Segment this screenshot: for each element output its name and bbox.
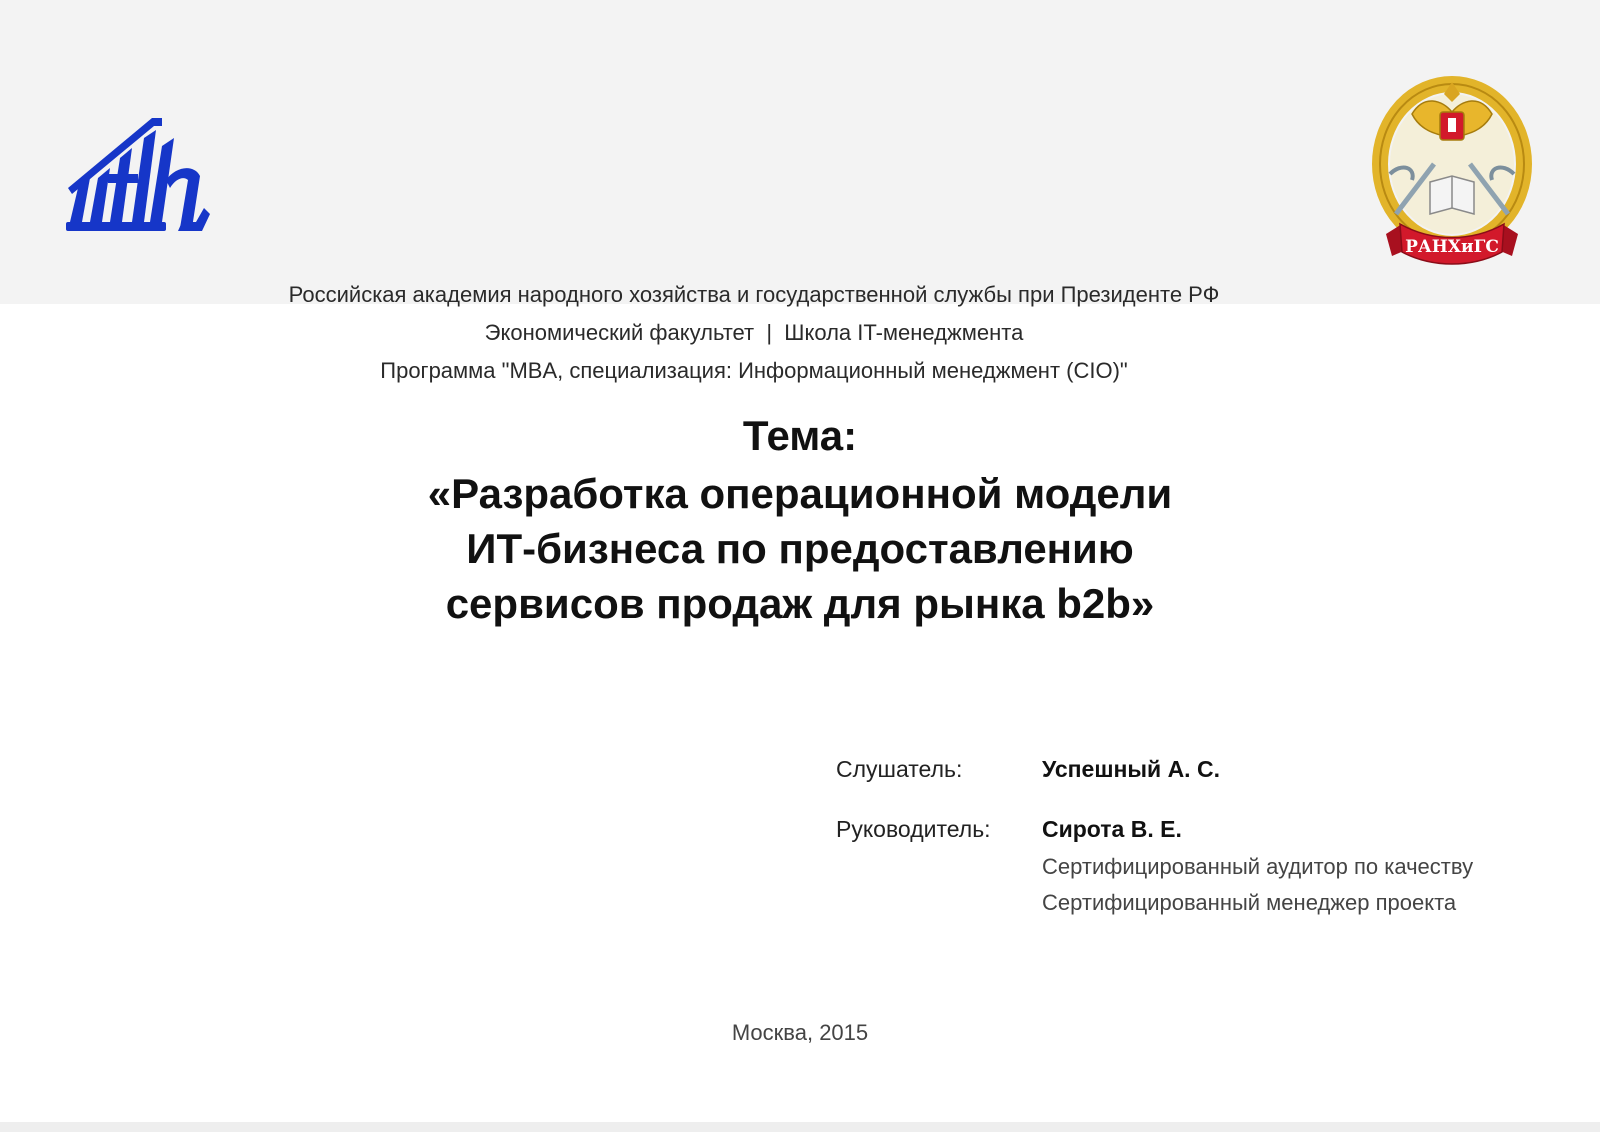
topic-title — [0, 466, 1600, 631]
bottom-band — [0, 1122, 1600, 1132]
advisor-name: Сирота В. Е. — [1042, 816, 1182, 842]
advisor-credential-2: Сертифицированный менеджер проекта — [1042, 890, 1457, 915]
ribbon-text: РАНХиГС — [1405, 237, 1499, 257]
academy-name: Российская академия народного хозяйства и государственной службы при Президенте РФ — [288, 282, 1220, 307]
program-name: Программа "MBA, специализация: Информационный менеджмент (CIO)" — [380, 358, 1128, 383]
topic-label: Тема: — [742, 412, 858, 459]
topic-line-2: ИТ-бизнеса по предоставлению — [466, 525, 1134, 572]
topic-line-3: сервисов продаж для рынка b2b» — [445, 580, 1155, 627]
ranepa-emblem-icon — [1372, 64, 1532, 269]
student-name: Успешный А. С. — [1042, 756, 1220, 782]
itm-school-logo-icon — [64, 118, 210, 238]
advisor-role: Руководитель: — [836, 816, 991, 842]
faculty-name: Экономический факультет | Школа IT-менеджмента — [484, 320, 1024, 345]
topic-line-1: «Разработка операционной модели — [427, 470, 1173, 517]
advisor-credential-1: Сертифицированный аудитор по качеству — [1042, 854, 1474, 879]
student-role: Слушатель: — [836, 756, 963, 782]
header-band — [0, 0, 1600, 304]
place-year: Москва, 2015 — [731, 1020, 869, 1045]
